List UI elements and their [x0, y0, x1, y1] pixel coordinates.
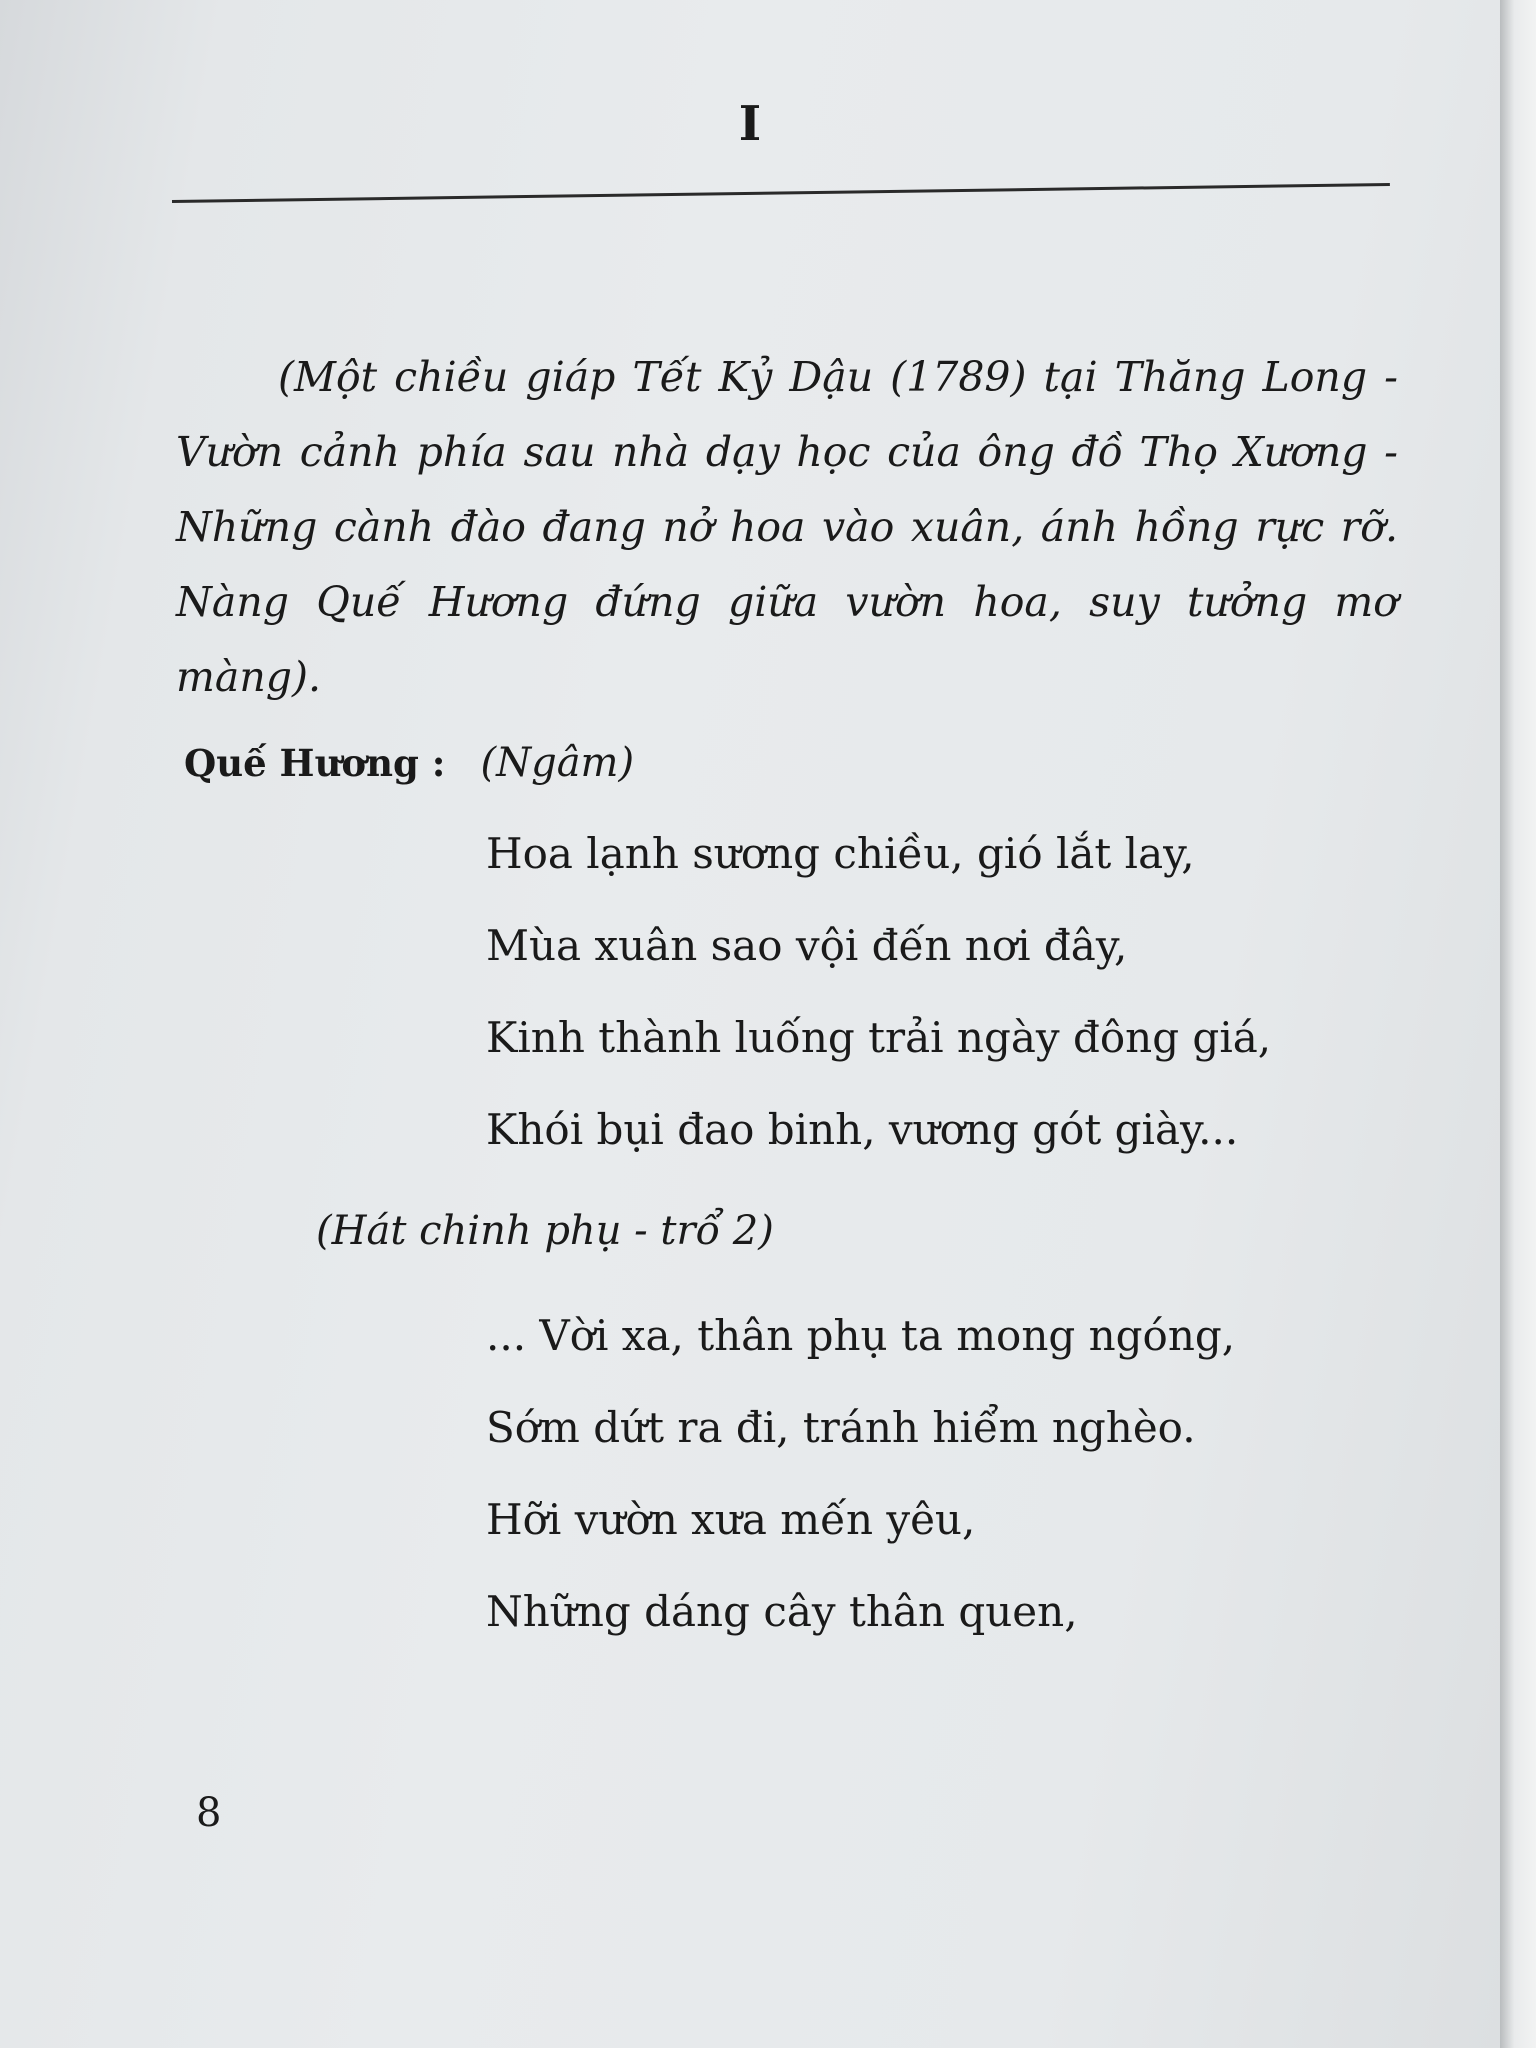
- speaker-direction: (Ngâm): [480, 740, 635, 786]
- chapter-title: I: [738, 96, 762, 152]
- song-direction: (Hát chinh phụ - trổ 2): [316, 1208, 774, 1254]
- speaker-name: Quế Hương :: [184, 741, 446, 785]
- verse-line: Khói bụi đao binh, vương gót giày...: [486, 1105, 1239, 1154]
- stage-direction: (Một chiều giáp Tết Kỷ Dậu (1789) tại Thăng Long - Vườn cảnh phía sau nhà dạy học của ông đồ Thọ Xương - Những cành đào đang nở hoa vào xuân, ánh hồng rực rỡ. Nàng Quế Hương đứng giữa vườn hoa, suy tưởng mơ màng).: [176, 353, 1398, 701]
- verse-line: ... Vời xa, thân phụ ta mong ngóng,: [486, 1311, 1236, 1360]
- verse-line: Kinh thành luống trải ngày đông giá,: [486, 1013, 1272, 1062]
- verse-stanza-2: [486, 1290, 1235, 1658]
- page-number: 8: [196, 1790, 222, 1836]
- verse-line: Hỡi vườn xưa mến yêu,: [486, 1495, 976, 1544]
- verse-stanza-1: [486, 808, 1271, 1176]
- verse-line: Mùa xuân sao vội đến nơi đây,: [486, 921, 1128, 970]
- speaker-line: [184, 740, 634, 800]
- verse-line: Sớm dứt ra đi, tránh hiểm nghèo.: [486, 1403, 1196, 1452]
- page-edge: [1500, 0, 1536, 2048]
- verse-line: Hoa lạnh sương chiều, gió lắt lay,: [486, 829, 1195, 878]
- title-divider: [172, 183, 1390, 203]
- verse-line: Những dáng cây thân quen,: [486, 1587, 1078, 1636]
